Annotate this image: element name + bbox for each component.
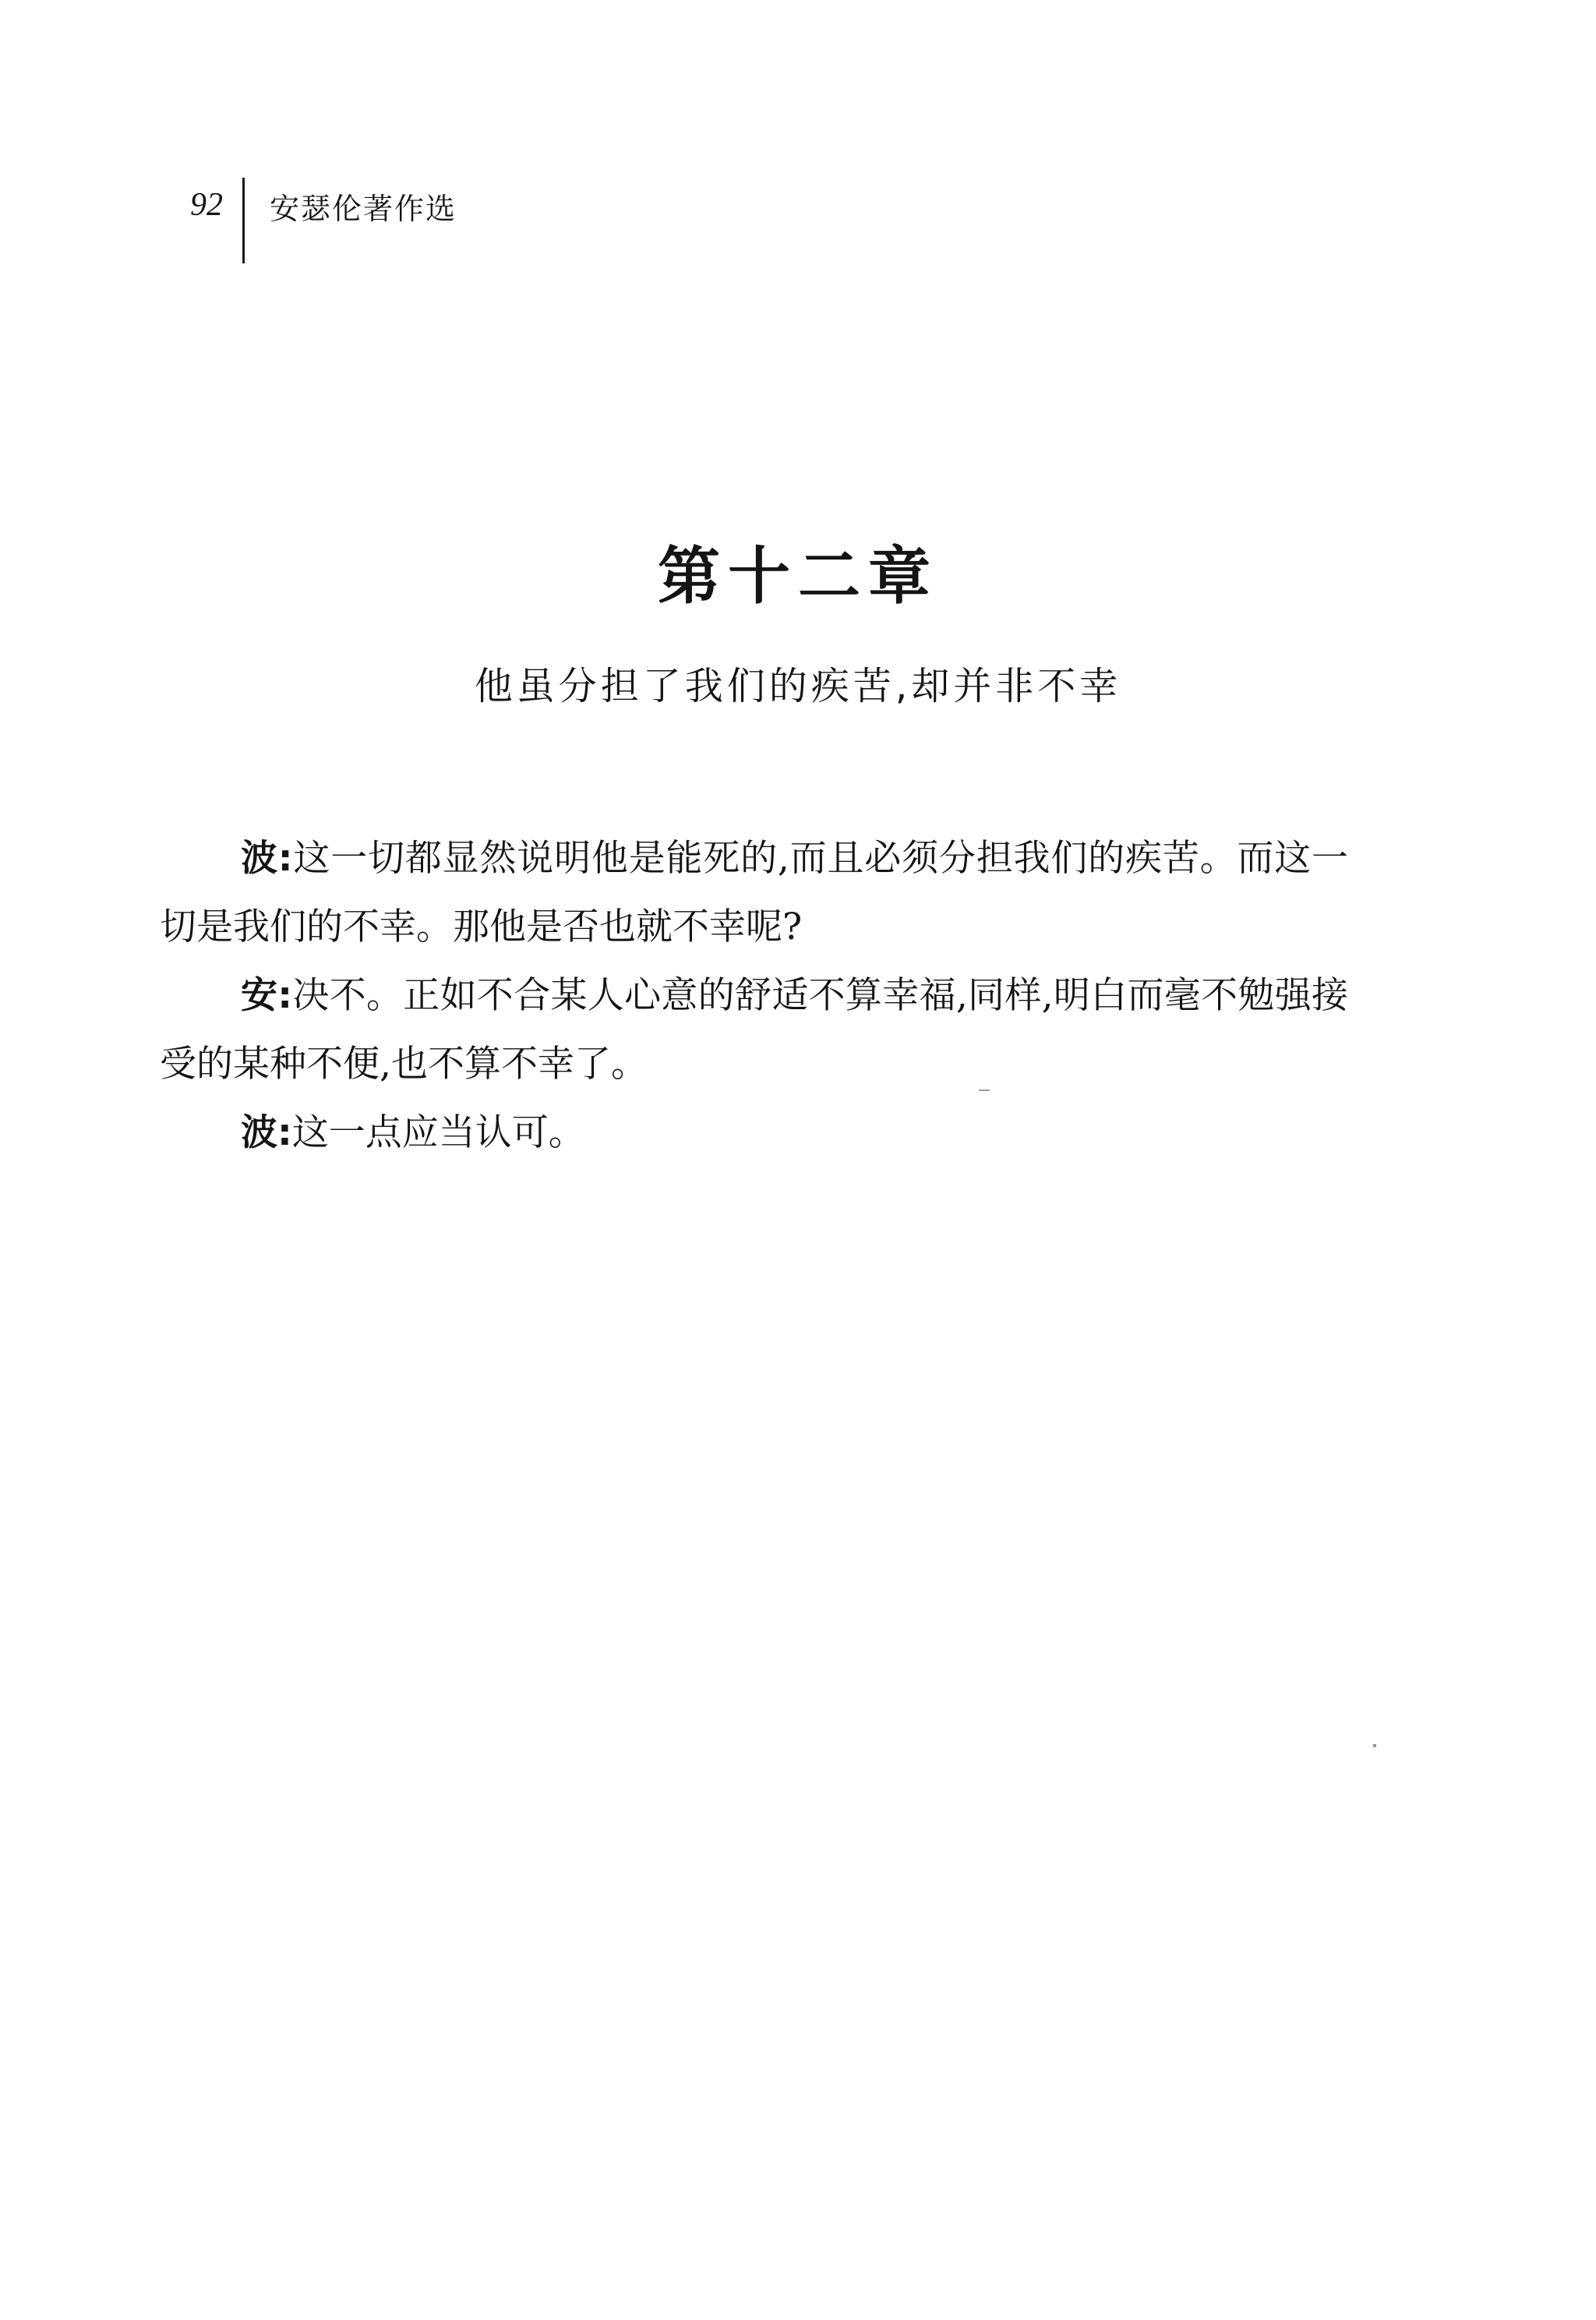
speaker-label: 安: bbox=[241, 974, 293, 1017]
book-title: 安瑟伦著作选 bbox=[270, 192, 457, 226]
speaker-label: 波: bbox=[241, 1111, 292, 1154]
speaker-label: 波: bbox=[241, 837, 293, 880]
header-divider bbox=[242, 178, 245, 263]
dialogue-body bbox=[160, 825, 1348, 1167]
scan-speck bbox=[979, 1089, 990, 1091]
page-number: 92 bbox=[190, 187, 223, 223]
dialogue-text: 决不。正如不合某人心意的舒适不算幸福,同样,明白而毫不勉强接受的某种不便,也不算不幸了。 bbox=[160, 974, 1348, 1086]
running-header bbox=[0, 0, 1596, 281]
dialogue-paragraph bbox=[160, 1099, 1348, 1167]
dialogue-paragraph bbox=[160, 962, 1348, 1099]
chapter-title: 第十二章 bbox=[658, 540, 938, 613]
scan-speck bbox=[1373, 1744, 1376, 1747]
chapter-subtitle: 他虽分担了我们的疾苦,却并非不幸 bbox=[474, 664, 1122, 708]
dialogue-paragraph bbox=[160, 825, 1348, 962]
dialogue-text: 这一点应当认可。 bbox=[291, 1111, 585, 1154]
dialogue-text: 这一切都显然说明他是能死的,而且必须分担我们的疾苦。而这一切是我们的不幸。那他是否也就不幸呢? bbox=[160, 837, 1348, 948]
